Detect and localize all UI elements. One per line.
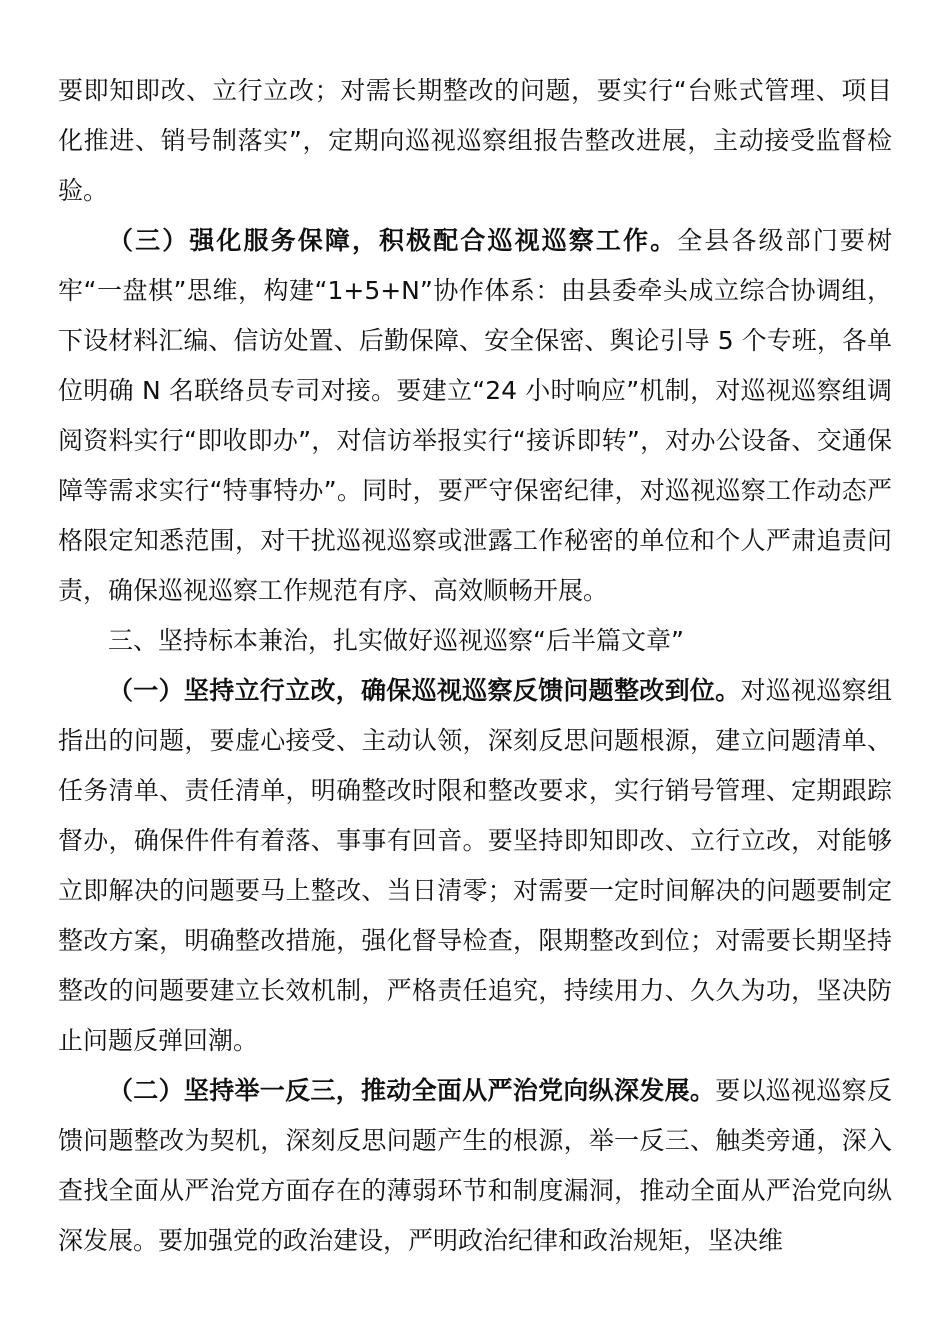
section-heading-3-text: 三、坚持标本兼治，扎实做好巡视巡察“后半篇文章” — [108, 626, 684, 655]
paragraph-2-text: 全县各级部门要树牢“一盘棋”思维，构建“1+5+N”协作体系：由县委牵头成立综合协调组，下设材料汇编、信访处置、后勤保障、安全保密、舆论引导 5 个专班，各单位明确 N 名联络员专司对接。要建立“24 小时响应”机制，对巡视巡察组调阅资料实行“即收即办”，对信访举报实行“接诉即转”，对办公设备、交通保障等需求实行“特事特办”。同时，要严守保密纪律，对巡视巡察工作动态严格限定知悉范围，对干扰巡视巡察或泄露工作秘密的单位和个人严肃追责问责，确保巡视巡察工作规范有序、高效顺畅开展。 — [58, 226, 892, 605]
paragraph-4-heading: （一）坚持立行立改，确保巡视巡察反馈问题整改到位。 — [108, 676, 741, 705]
paragraph-4 — [58, 666, 892, 1066]
paragraph-5 — [58, 1066, 892, 1266]
paragraph-5-heading: （二）坚持举一反三，推动全面从严治党向纵深发展。 — [108, 1076, 716, 1105]
document-page — [58, 66, 892, 1266]
paragraph-1 — [58, 66, 892, 216]
paragraph-5-text: 要以巡视巡察反馈问题整改为契机，深刻反思问题产生的根源，举一反三、触类旁通，深入查找全面从严治党方面存在的薄弱环节和制度漏洞，推动全面从严治党向纵深发展。要加强党的政治建设，严明政治纪律和政治规矩，坚决维 — [58, 1076, 892, 1255]
paragraph-2-heading: （三）强化服务保障，积极配合巡视巡察工作。 — [108, 226, 678, 255]
paragraph-2 — [58, 216, 892, 616]
paragraph-4-text: 对巡视巡察组指出的问题，要虚心接受、主动认领，深刻反思问题根源，建立问题清单、任务清单、责任清单，明确整改时限和整改要求，实行销号管理、定期跟踪督办，确保件件有着落、事事有回音。要坚持即知即改、立行立改，对能够立即解决的问题要马上整改、当日清零；对需要一定时间解决的问题要制定整改方案，明确整改措施，强化督导检查，限期整改到位；对需要长期坚持整改的问题要建立长效机制，严格责任追究，持续用力、久久为功，坚决防止问题反弹回潮。 — [58, 676, 892, 1055]
section-heading-3 — [58, 616, 892, 666]
paragraph-1-text: 要即知即改、立行立改；对需长期整改的问题，要实行“台账式管理、项目化推进、销号制落实”，定期向巡视巡察组报告整改进展，主动接受监督检验。 — [58, 76, 892, 205]
